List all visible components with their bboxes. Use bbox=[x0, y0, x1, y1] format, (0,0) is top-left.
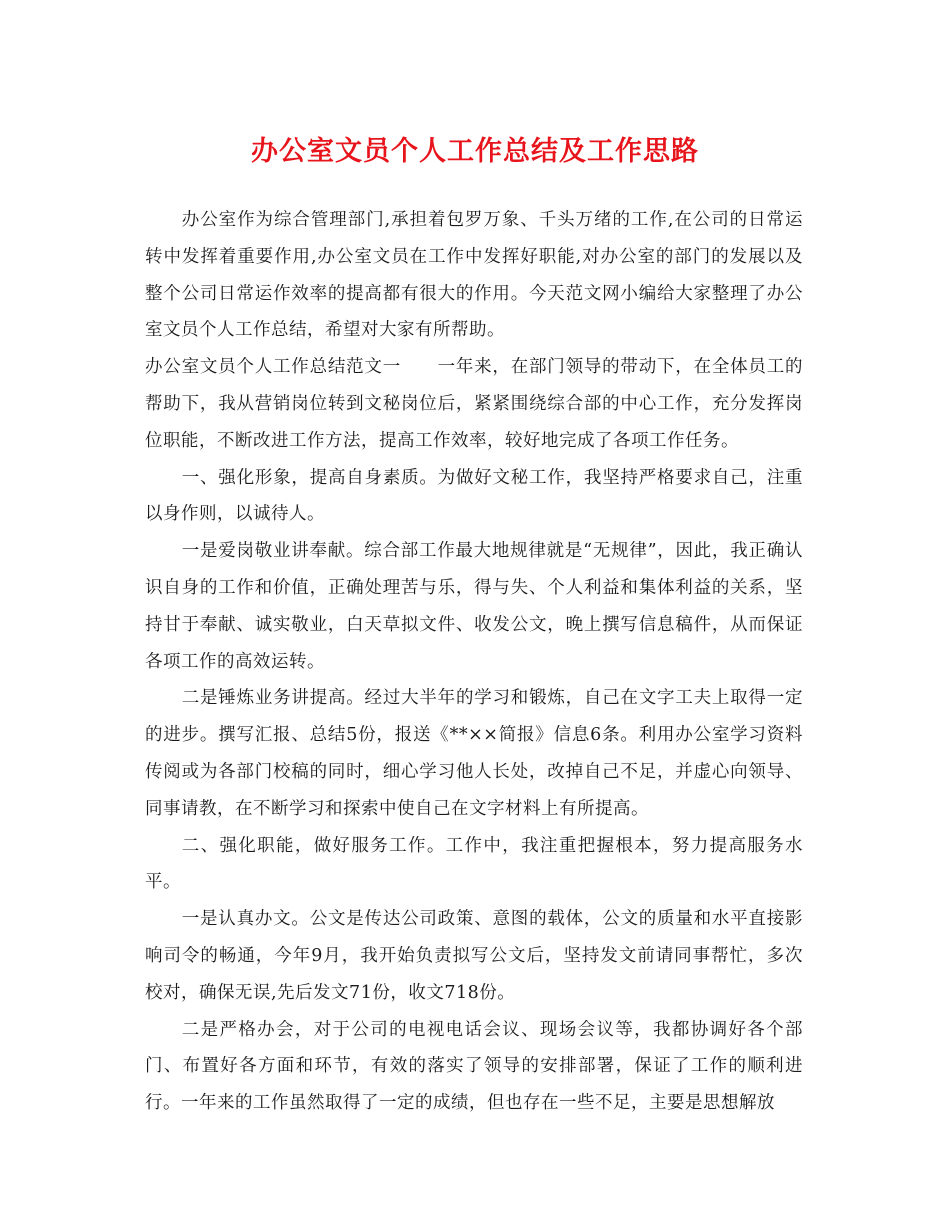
document-title: 办公室文员个人工作总结及工作思路 bbox=[251, 136, 699, 167]
paragraph-section-two: 二、强化职能，做好服务工作。工作中，我注重把握根本，努力提高服务水平。 bbox=[145, 835, 803, 893]
paragraph-dedication: 一是爱岗敬业讲奉献。综合部工作最大地规律就是“无规律”，因此，我正确认识自身的工作和价值，正确处理苦与乐，得与失、个人利益和集体利益的关系，坚持甘于奉献、诚实敬业，白天草拟文件、收发公文，晚上撰写信息稿件，从而保证各项工作的高效运转。 bbox=[145, 541, 803, 672]
paragraph-skills: 二是锤炼业务讲提高。经过大半年的学习和锻炼，自己在文字工夫上取得一定的进步。撰写汇报、总结5份，报送《**××简报》信息6条。利用办公室学习资料传阅或为各部门校稿的同时，细心学习他人长处，改掉自己不足，并虚心向领导、同事请教，在不断学习和探索中使自己在文字材料上有所提高。 bbox=[145, 688, 803, 819]
paragraph-intro: 办公室作为综合管理部门,承担着包罗万象、千头万绪的工作,在公司的日常运转中发挥着重要作用,办公室文员在工作中发挥好职能,对办公室的部门的发展以及整个公司日常运作效率的提高都有很大的作用。今天范文网小编给大家整理了办公室文员个人工作总结，希望对大家有所帮助。 bbox=[145, 210, 803, 341]
paragraph-meetings: 二是严格办会，对于公司的电视电话会议、现场会议等，我都协调好各个部门、布置好各方面和环节，有效的落实了领导的安排部署，保证了工作的顺利进行。一年来的工作虽然取得了一定的成绩，但也存在一些不足，主要是思想解放 bbox=[145, 1019, 803, 1114]
paragraph-documents: 一是认真办文。公文是传达公司政策、意图的载体，公文的质量和水平直接影响司令的畅通，今年9月，我开始负责拟写公文后，坚持发文前请同事帮忙，多次校对，确保无误,先后发文71份，收文718份。 bbox=[145, 909, 803, 1003]
paragraph-sample-one: 办公室文员个人工作总结范文一 一年来，在部门领导的带动下，在全体员工的帮助下，我从营销岗位转到文秘岗位后，紧紧围绕综合部的中心工作，充分发挥岗位职能，不断改进工作方法，提高工作效率，较好地完成了各项工作任务。 bbox=[145, 357, 803, 451]
paragraph-section-one: 一、强化形象，提高自身素质。为做好文秘工作，我坚持严格要求自己，注重以身作则，以诚待人。 bbox=[145, 467, 803, 525]
document-body bbox=[145, 202, 803, 1122]
